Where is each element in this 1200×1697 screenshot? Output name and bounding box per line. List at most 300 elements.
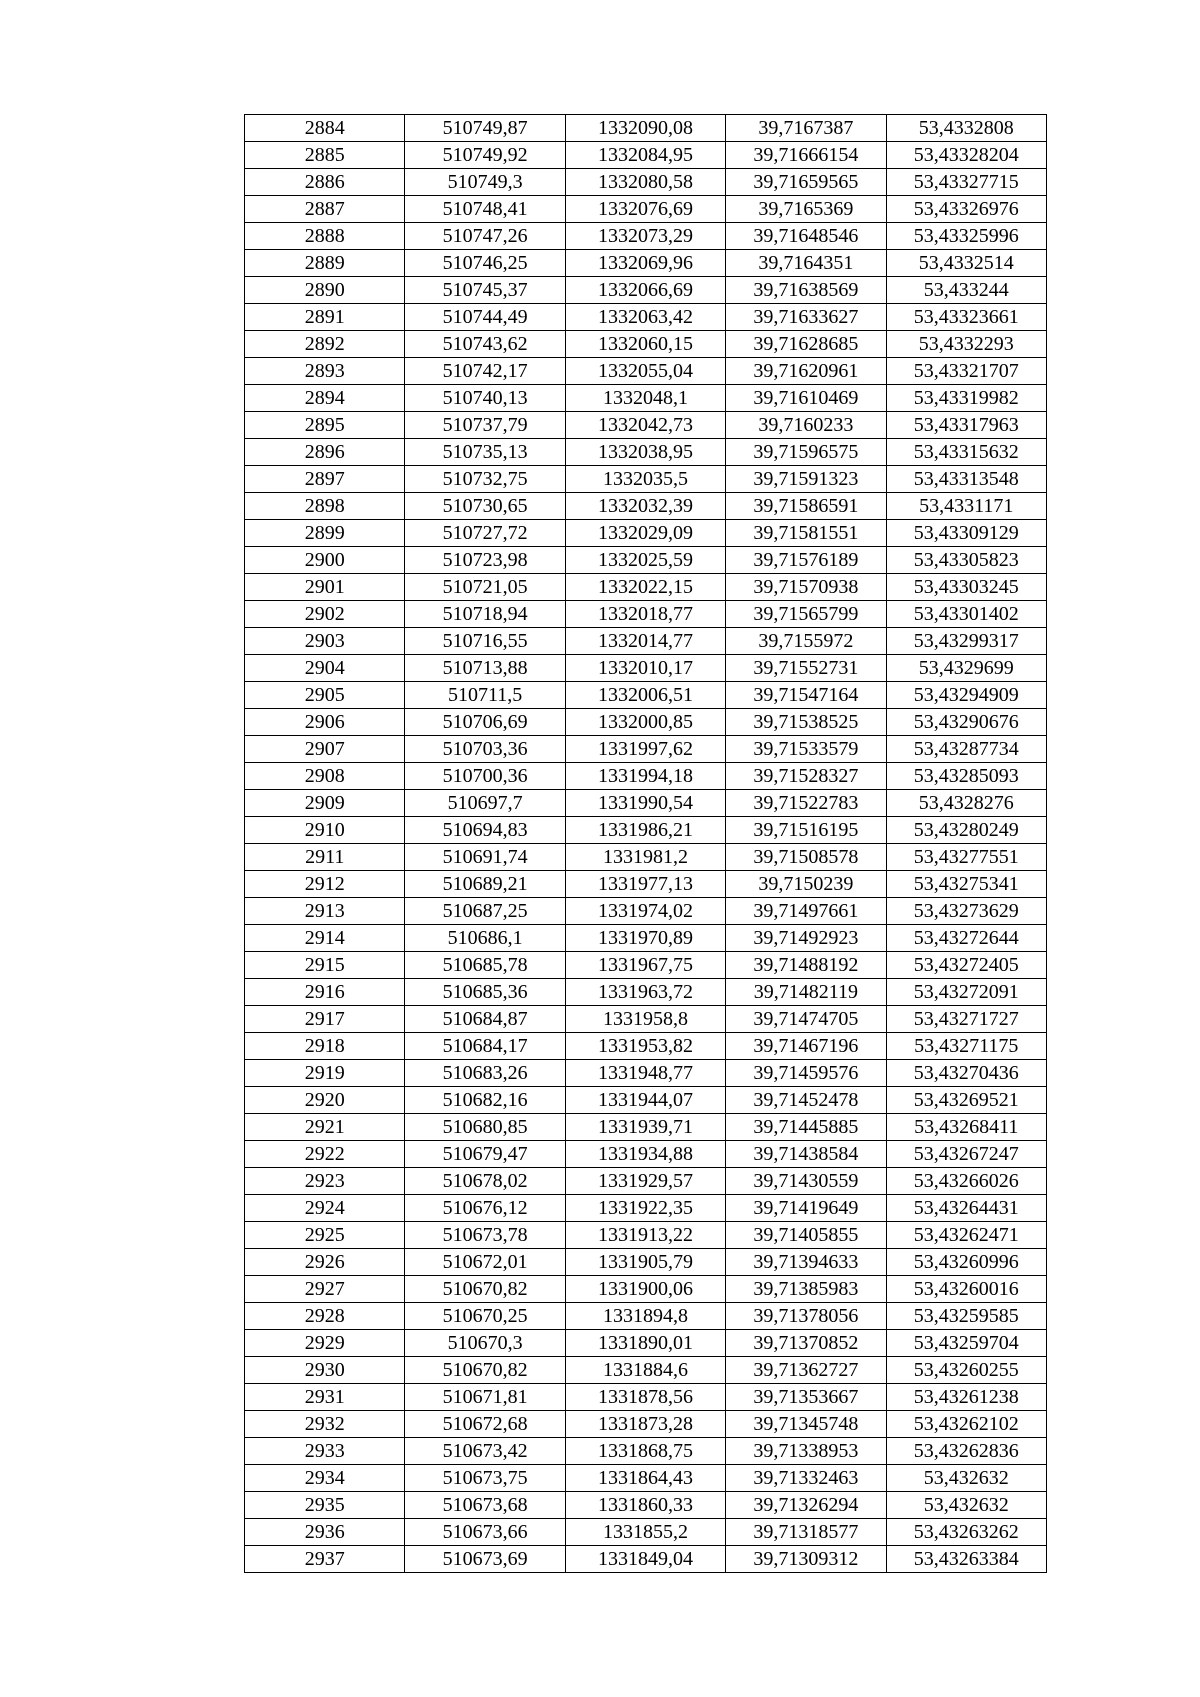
point-number-cell: 2903: [245, 628, 405, 655]
longitude-cell: 39,71438584: [726, 1141, 886, 1168]
x-coordinate-cell: 510746,25: [405, 250, 565, 277]
y-coordinate-cell: 1331860,33: [565, 1492, 725, 1519]
x-coordinate-cell: 510670,82: [405, 1276, 565, 1303]
point-number-cell: 2896: [245, 439, 405, 466]
y-coordinate-cell: 1332014,77: [565, 628, 725, 655]
point-number-cell: 2918: [245, 1033, 405, 1060]
longitude-cell: 39,71522783: [726, 790, 886, 817]
y-coordinate-cell: 1332032,39: [565, 493, 725, 520]
latitude-cell: 53,43271175: [886, 1033, 1046, 1060]
table-row: [245, 1330, 1047, 1357]
y-coordinate-cell: 1331977,13: [565, 871, 725, 898]
longitude-cell: 39,71488192: [726, 952, 886, 979]
point-number-cell: 2928: [245, 1303, 405, 1330]
longitude-cell: 39,71633627: [726, 304, 886, 331]
point-number-cell: 2901: [245, 574, 405, 601]
table-row: [245, 493, 1047, 520]
table-row: [245, 1141, 1047, 1168]
table-row: [245, 1492, 1047, 1519]
longitude-cell: 39,71648546: [726, 223, 886, 250]
x-coordinate-cell: 510706,69: [405, 709, 565, 736]
y-coordinate-cell: 1331890,01: [565, 1330, 725, 1357]
longitude-cell: 39,71385983: [726, 1276, 886, 1303]
x-coordinate-cell: 510749,3: [405, 169, 565, 196]
latitude-cell: 53,43290676: [886, 709, 1046, 736]
longitude-cell: 39,7150239: [726, 871, 886, 898]
point-number-cell: 2917: [245, 1006, 405, 1033]
longitude-cell: 39,71581551: [726, 520, 886, 547]
y-coordinate-cell: 1331986,21: [565, 817, 725, 844]
y-coordinate-cell: 1331967,75: [565, 952, 725, 979]
table-row: [245, 1465, 1047, 1492]
table-row: [245, 547, 1047, 574]
point-number-cell: 2885: [245, 142, 405, 169]
table-row: [245, 574, 1047, 601]
x-coordinate-cell: 510700,36: [405, 763, 565, 790]
point-number-cell: 2899: [245, 520, 405, 547]
longitude-cell: 39,71565799: [726, 601, 886, 628]
y-coordinate-cell: 1331913,22: [565, 1222, 725, 1249]
longitude-cell: 39,71370852: [726, 1330, 886, 1357]
table-row: [245, 871, 1047, 898]
latitude-cell: 53,43275341: [886, 871, 1046, 898]
latitude-cell: 53,43326976: [886, 196, 1046, 223]
point-number-cell: 2884: [245, 115, 405, 142]
table-row: [245, 412, 1047, 439]
longitude-cell: 39,7160233: [726, 412, 886, 439]
table-row: [245, 1168, 1047, 1195]
latitude-cell: 53,43305823: [886, 547, 1046, 574]
longitude-cell: 39,71628685: [726, 331, 886, 358]
y-coordinate-cell: 1332060,15: [565, 331, 725, 358]
table-row: [245, 952, 1047, 979]
point-number-cell: 2897: [245, 466, 405, 493]
latitude-cell: 53,43263262: [886, 1519, 1046, 1546]
longitude-cell: 39,71666154: [726, 142, 886, 169]
x-coordinate-cell: 510673,68: [405, 1492, 565, 1519]
point-number-cell: 2926: [245, 1249, 405, 1276]
latitude-cell: 53,43317963: [886, 412, 1046, 439]
y-coordinate-cell: 1332073,29: [565, 223, 725, 250]
x-coordinate-cell: 510686,1: [405, 925, 565, 952]
x-coordinate-cell: 510673,66: [405, 1519, 565, 1546]
point-number-cell: 2909: [245, 790, 405, 817]
latitude-cell: 53,43261238: [886, 1384, 1046, 1411]
table-row: [245, 466, 1047, 493]
x-coordinate-cell: 510672,68: [405, 1411, 565, 1438]
table-row: [245, 1249, 1047, 1276]
x-coordinate-cell: 510744,49: [405, 304, 565, 331]
latitude-cell: 53,43319982: [886, 385, 1046, 412]
latitude-cell: 53,432632: [886, 1465, 1046, 1492]
y-coordinate-cell: 1332035,5: [565, 466, 725, 493]
longitude-cell: 39,71528327: [726, 763, 886, 790]
y-coordinate-cell: 1332063,42: [565, 304, 725, 331]
x-coordinate-cell: 510678,02: [405, 1168, 565, 1195]
longitude-cell: 39,71552731: [726, 655, 886, 682]
y-coordinate-cell: 1332076,69: [565, 196, 725, 223]
longitude-cell: 39,71538525: [726, 709, 886, 736]
latitude-cell: 53,43272405: [886, 952, 1046, 979]
table-row: [245, 223, 1047, 250]
x-coordinate-cell: 510718,94: [405, 601, 565, 628]
y-coordinate-cell: 1331974,02: [565, 898, 725, 925]
longitude-cell: 39,71497661: [726, 898, 886, 925]
latitude-cell: 53,43262471: [886, 1222, 1046, 1249]
latitude-cell: 53,43270436: [886, 1060, 1046, 1087]
point-number-cell: 2914: [245, 925, 405, 952]
point-number-cell: 2924: [245, 1195, 405, 1222]
longitude-cell: 39,71610469: [726, 385, 886, 412]
y-coordinate-cell: 1331849,04: [565, 1546, 725, 1573]
x-coordinate-cell: 510679,47: [405, 1141, 565, 1168]
table-row: [245, 304, 1047, 331]
y-coordinate-cell: 1331900,06: [565, 1276, 725, 1303]
latitude-cell: 53,4328276: [886, 790, 1046, 817]
x-coordinate-cell: 510749,92: [405, 142, 565, 169]
longitude-cell: 39,71452478: [726, 1087, 886, 1114]
longitude-cell: 39,7167387: [726, 115, 886, 142]
y-coordinate-cell: 1331997,62: [565, 736, 725, 763]
longitude-cell: 39,71591323: [726, 466, 886, 493]
x-coordinate-cell: 510684,17: [405, 1033, 565, 1060]
x-coordinate-cell: 510737,79: [405, 412, 565, 439]
x-coordinate-cell: 510672,01: [405, 1249, 565, 1276]
longitude-cell: 39,71353667: [726, 1384, 886, 1411]
point-number-cell: 2902: [245, 601, 405, 628]
point-number-cell: 2930: [245, 1357, 405, 1384]
longitude-cell: 39,71659565: [726, 169, 886, 196]
point-number-cell: 2916: [245, 979, 405, 1006]
latitude-cell: 53,43266026: [886, 1168, 1046, 1195]
point-number-cell: 2893: [245, 358, 405, 385]
point-number-cell: 2920: [245, 1087, 405, 1114]
latitude-cell: 53,43264431: [886, 1195, 1046, 1222]
y-coordinate-cell: 1331994,18: [565, 763, 725, 790]
table-row: [245, 250, 1047, 277]
y-coordinate-cell: 1332080,58: [565, 169, 725, 196]
latitude-cell: 53,43262836: [886, 1438, 1046, 1465]
table-row: [245, 169, 1047, 196]
y-coordinate-cell: 1331934,88: [565, 1141, 725, 1168]
longitude-cell: 39,71378056: [726, 1303, 886, 1330]
longitude-cell: 39,71596575: [726, 439, 886, 466]
latitude-cell: 53,43262102: [886, 1411, 1046, 1438]
longitude-cell: 39,71570938: [726, 574, 886, 601]
table-row: [245, 385, 1047, 412]
latitude-cell: 53,43321707: [886, 358, 1046, 385]
x-coordinate-cell: 510742,17: [405, 358, 565, 385]
x-coordinate-cell: 510697,7: [405, 790, 565, 817]
table-row: [245, 1357, 1047, 1384]
table-row: [245, 790, 1047, 817]
longitude-cell: 39,71326294: [726, 1492, 886, 1519]
table-row: [245, 1222, 1047, 1249]
point-number-cell: 2922: [245, 1141, 405, 1168]
x-coordinate-cell: 510689,21: [405, 871, 565, 898]
point-number-cell: 2912: [245, 871, 405, 898]
latitude-cell: 53,4332514: [886, 250, 1046, 277]
y-coordinate-cell: 1331878,56: [565, 1384, 725, 1411]
point-number-cell: 2927: [245, 1276, 405, 1303]
table-row: [245, 520, 1047, 547]
table-row: [245, 1060, 1047, 1087]
y-coordinate-cell: 1331894,8: [565, 1303, 725, 1330]
y-coordinate-cell: 1331884,6: [565, 1357, 725, 1384]
x-coordinate-cell: 510740,13: [405, 385, 565, 412]
x-coordinate-cell: 510673,75: [405, 1465, 565, 1492]
coordinates-table-body: [245, 115, 1047, 1573]
latitude-cell: 53,4332808: [886, 115, 1046, 142]
point-number-cell: 2913: [245, 898, 405, 925]
table-row: [245, 736, 1047, 763]
point-number-cell: 2904: [245, 655, 405, 682]
longitude-cell: 39,71459576: [726, 1060, 886, 1087]
y-coordinate-cell: 1331939,71: [565, 1114, 725, 1141]
x-coordinate-cell: 510711,5: [405, 682, 565, 709]
longitude-cell: 39,71492923: [726, 925, 886, 952]
table-row: [245, 898, 1047, 925]
longitude-cell: 39,71516195: [726, 817, 886, 844]
latitude-cell: 53,4329699: [886, 655, 1046, 682]
latitude-cell: 53,4331171: [886, 493, 1046, 520]
x-coordinate-cell: 510684,87: [405, 1006, 565, 1033]
x-coordinate-cell: 510732,75: [405, 466, 565, 493]
latitude-cell: 53,43259585: [886, 1303, 1046, 1330]
latitude-cell: 53,43269521: [886, 1087, 1046, 1114]
x-coordinate-cell: 510745,37: [405, 277, 565, 304]
y-coordinate-cell: 1331958,8: [565, 1006, 725, 1033]
point-number-cell: 2936: [245, 1519, 405, 1546]
x-coordinate-cell: 510730,65: [405, 493, 565, 520]
y-coordinate-cell: 1332018,77: [565, 601, 725, 628]
point-number-cell: 2895: [245, 412, 405, 439]
y-coordinate-cell: 1332048,1: [565, 385, 725, 412]
latitude-cell: 53,43327715: [886, 169, 1046, 196]
point-number-cell: 2937: [245, 1546, 405, 1573]
longitude-cell: 39,71430559: [726, 1168, 886, 1195]
point-number-cell: 2888: [245, 223, 405, 250]
table-row: [245, 979, 1047, 1006]
table-row: [245, 1303, 1047, 1330]
y-coordinate-cell: 1331873,28: [565, 1411, 725, 1438]
table-row: [245, 925, 1047, 952]
y-coordinate-cell: 1332069,96: [565, 250, 725, 277]
y-coordinate-cell: 1332090,08: [565, 115, 725, 142]
y-coordinate-cell: 1332042,73: [565, 412, 725, 439]
y-coordinate-cell: 1331990,54: [565, 790, 725, 817]
latitude-cell: 53,43313548: [886, 466, 1046, 493]
x-coordinate-cell: 510735,13: [405, 439, 565, 466]
table-row: [245, 1033, 1047, 1060]
longitude-cell: 39,71445885: [726, 1114, 886, 1141]
point-number-cell: 2890: [245, 277, 405, 304]
longitude-cell: 39,71419649: [726, 1195, 886, 1222]
y-coordinate-cell: 1331948,77: [565, 1060, 725, 1087]
y-coordinate-cell: 1332000,85: [565, 709, 725, 736]
latitude-cell: 53,43303245: [886, 574, 1046, 601]
latitude-cell: 53,43280249: [886, 817, 1046, 844]
latitude-cell: 53,43277551: [886, 844, 1046, 871]
point-number-cell: 2911: [245, 844, 405, 871]
y-coordinate-cell: 1332022,15: [565, 574, 725, 601]
x-coordinate-cell: 510703,36: [405, 736, 565, 763]
point-number-cell: 2935: [245, 1492, 405, 1519]
y-coordinate-cell: 1332006,51: [565, 682, 725, 709]
longitude-cell: 39,71482119: [726, 979, 886, 1006]
x-coordinate-cell: 510673,69: [405, 1546, 565, 1573]
y-coordinate-cell: 1332066,69: [565, 277, 725, 304]
table-row: [245, 844, 1047, 871]
longitude-cell: 39,71547164: [726, 682, 886, 709]
latitude-cell: 53,43272644: [886, 925, 1046, 952]
longitude-cell: 39,71309312: [726, 1546, 886, 1573]
table-row: [245, 1195, 1047, 1222]
y-coordinate-cell: 1331905,79: [565, 1249, 725, 1276]
table-row: [245, 601, 1047, 628]
x-coordinate-cell: 510687,25: [405, 898, 565, 925]
longitude-cell: 39,7165369: [726, 196, 886, 223]
y-coordinate-cell: 1331953,82: [565, 1033, 725, 1060]
latitude-cell: 53,43267247: [886, 1141, 1046, 1168]
latitude-cell: 53,43272091: [886, 979, 1046, 1006]
y-coordinate-cell: 1331944,07: [565, 1087, 725, 1114]
x-coordinate-cell: 510743,62: [405, 331, 565, 358]
table-row: [245, 1384, 1047, 1411]
latitude-cell: 53,43263384: [886, 1546, 1046, 1573]
latitude-cell: 53,43299317: [886, 628, 1046, 655]
table-row: [245, 1438, 1047, 1465]
longitude-cell: 39,71394633: [726, 1249, 886, 1276]
point-number-cell: 2919: [245, 1060, 405, 1087]
table-row: [245, 763, 1047, 790]
point-number-cell: 2931: [245, 1384, 405, 1411]
longitude-cell: 39,71345748: [726, 1411, 886, 1438]
x-coordinate-cell: 510680,85: [405, 1114, 565, 1141]
latitude-cell: 53,43294909: [886, 682, 1046, 709]
latitude-cell: 53,4332293: [886, 331, 1046, 358]
x-coordinate-cell: 510691,74: [405, 844, 565, 871]
table-row: [245, 142, 1047, 169]
x-coordinate-cell: 510673,42: [405, 1438, 565, 1465]
longitude-cell: 39,71405855: [726, 1222, 886, 1249]
point-number-cell: 2915: [245, 952, 405, 979]
x-coordinate-cell: 510694,83: [405, 817, 565, 844]
latitude-cell: 53,43285093: [886, 763, 1046, 790]
point-number-cell: 2889: [245, 250, 405, 277]
y-coordinate-cell: 1331929,57: [565, 1168, 725, 1195]
longitude-cell: 39,71318577: [726, 1519, 886, 1546]
y-coordinate-cell: 1332055,04: [565, 358, 725, 385]
x-coordinate-cell: 510727,72: [405, 520, 565, 547]
x-coordinate-cell: 510748,41: [405, 196, 565, 223]
table-row: [245, 817, 1047, 844]
table-row: [245, 1546, 1047, 1573]
latitude-cell: 53,43309129: [886, 520, 1046, 547]
longitude-cell: 39,71533579: [726, 736, 886, 763]
table-row: [245, 277, 1047, 304]
longitude-cell: 39,71620961: [726, 358, 886, 385]
table-row: [245, 1006, 1047, 1033]
y-coordinate-cell: 1331868,75: [565, 1438, 725, 1465]
longitude-cell: 39,71508578: [726, 844, 886, 871]
latitude-cell: 53,43325996: [886, 223, 1046, 250]
latitude-cell: 53,43323661: [886, 304, 1046, 331]
longitude-cell: 39,71474705: [726, 1006, 886, 1033]
latitude-cell: 53,43328204: [886, 142, 1046, 169]
y-coordinate-cell: 1331922,35: [565, 1195, 725, 1222]
point-number-cell: 2900: [245, 547, 405, 574]
x-coordinate-cell: 510716,55: [405, 628, 565, 655]
table-row: [245, 628, 1047, 655]
x-coordinate-cell: 510676,12: [405, 1195, 565, 1222]
point-number-cell: 2906: [245, 709, 405, 736]
point-number-cell: 2908: [245, 763, 405, 790]
x-coordinate-cell: 510749,87: [405, 115, 565, 142]
table-row: [245, 1087, 1047, 1114]
x-coordinate-cell: 510723,98: [405, 547, 565, 574]
table-row: [245, 682, 1047, 709]
table-row: [245, 358, 1047, 385]
x-coordinate-cell: 510670,3: [405, 1330, 565, 1357]
longitude-cell: 39,7164351: [726, 250, 886, 277]
x-coordinate-cell: 510685,78: [405, 952, 565, 979]
point-number-cell: 2905: [245, 682, 405, 709]
table-row: [245, 331, 1047, 358]
x-coordinate-cell: 510682,16: [405, 1087, 565, 1114]
point-number-cell: 2910: [245, 817, 405, 844]
longitude-cell: 39,7155972: [726, 628, 886, 655]
x-coordinate-cell: 510685,36: [405, 979, 565, 1006]
latitude-cell: 53,43260996: [886, 1249, 1046, 1276]
point-number-cell: 2894: [245, 385, 405, 412]
latitude-cell: 53,43315632: [886, 439, 1046, 466]
point-number-cell: 2892: [245, 331, 405, 358]
point-number-cell: 2933: [245, 1438, 405, 1465]
point-number-cell: 2891: [245, 304, 405, 331]
point-number-cell: 2923: [245, 1168, 405, 1195]
y-coordinate-cell: 1332025,59: [565, 547, 725, 574]
table-row: [245, 115, 1047, 142]
table-row: [245, 709, 1047, 736]
table-row: [245, 1276, 1047, 1303]
point-number-cell: 2921: [245, 1114, 405, 1141]
y-coordinate-cell: 1331963,72: [565, 979, 725, 1006]
latitude-cell: 53,43271727: [886, 1006, 1046, 1033]
y-coordinate-cell: 1332010,17: [565, 655, 725, 682]
longitude-cell: 39,71586591: [726, 493, 886, 520]
x-coordinate-cell: 510747,26: [405, 223, 565, 250]
table-row: [245, 1519, 1047, 1546]
x-coordinate-cell: 510721,05: [405, 574, 565, 601]
latitude-cell: 53,43260016: [886, 1276, 1046, 1303]
y-coordinate-cell: 1331970,89: [565, 925, 725, 952]
coordinates-table: [244, 114, 1047, 1573]
longitude-cell: 39,71576189: [726, 547, 886, 574]
point-number-cell: 2934: [245, 1465, 405, 1492]
x-coordinate-cell: 510683,26: [405, 1060, 565, 1087]
table-row: [245, 655, 1047, 682]
x-coordinate-cell: 510670,82: [405, 1357, 565, 1384]
table-row: [245, 196, 1047, 223]
point-number-cell: 2907: [245, 736, 405, 763]
y-coordinate-cell: 1331864,43: [565, 1465, 725, 1492]
longitude-cell: 39,71332463: [726, 1465, 886, 1492]
x-coordinate-cell: 510713,88: [405, 655, 565, 682]
point-number-cell: 2929: [245, 1330, 405, 1357]
latitude-cell: 53,43273629: [886, 898, 1046, 925]
latitude-cell: 53,43259704: [886, 1330, 1046, 1357]
